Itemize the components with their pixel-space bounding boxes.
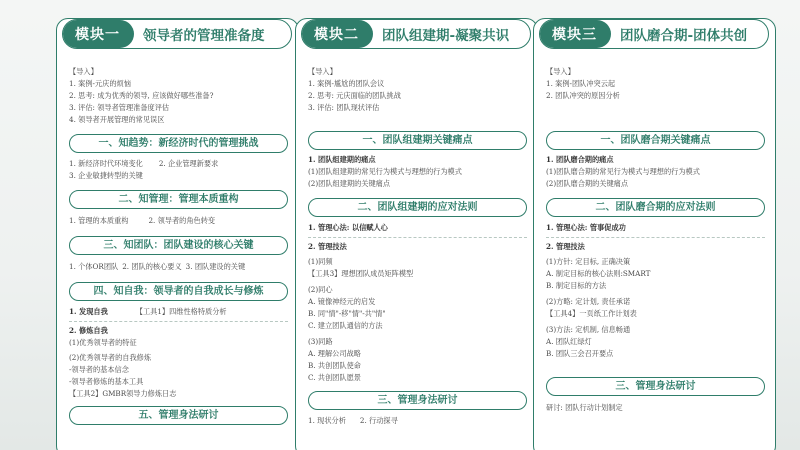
section-heading: 四、知自我：领导者的自我成长与修炼 (69, 282, 288, 301)
module-banner (301, 19, 531, 49)
list-item: A. 理解公司战略 (308, 349, 361, 358)
intro-item: 4. 领导者开展管理的常见误区 (69, 115, 165, 124)
section-heading: 三、知团队：团队建设的核心关键 (69, 236, 288, 255)
section-heading: 二、团队磨合期的应对法则 (546, 198, 765, 217)
list-item: -领导者的基本信念 (69, 365, 129, 374)
list-item: 2. 管理技法 (308, 242, 347, 251)
list-item: (3)同路 (308, 337, 333, 346)
list-item: 【工具1】四维性格特质分析 (135, 307, 227, 316)
intro-item: 1. 案例-团队冲突云起 (546, 79, 616, 88)
list-item: 2. 行动探寻 (359, 416, 398, 425)
section-heading: 二、知管理：管理本质重构 (69, 190, 288, 209)
intro-item: 2. 思考: 成为优秀的领导, 应该做好哪些准备? (69, 91, 214, 100)
list-item: 3. 团队建设的关键 (185, 262, 246, 271)
list-item: 2. 领导者的角色转变 (148, 216, 216, 225)
list-item: 2. 修炼自我 (69, 326, 108, 335)
module-card-2 (295, 18, 538, 450)
intro-label: 【导入】 (546, 67, 575, 76)
module-tag: 模块三 (540, 20, 611, 48)
list-item: C. 共创团队愿景 (308, 373, 361, 382)
section-heading: 五、管理身法研讨 (69, 406, 288, 425)
module-tag: 模块一 (63, 20, 134, 48)
section-heading: 一、知趋势：新经济时代的管理挑战 (69, 134, 288, 153)
list-item: 1. 团队组建期的痛点 (308, 155, 376, 164)
section-heading: 三、管理身法研讨 (308, 391, 527, 410)
list-item: (1)优秀领导者的特征 (69, 338, 137, 347)
list-item: (1)方针: 定目标, 正确决策 (546, 257, 631, 266)
list-item: -领导者修炼的基本工具 (69, 377, 144, 386)
list-item: B. 团队三会召开要点 (546, 349, 614, 358)
divider (546, 237, 765, 238)
intro-label: 【导入】 (308, 67, 337, 76)
intro-item: 1. 案例-尴尬的团队会议 (308, 79, 385, 88)
list-item: 1. 管理心法: 管事促成功 (546, 223, 626, 232)
list-item: 【工具3】理想团队成员矩阵模型 (308, 269, 414, 278)
list-item: (2)团队组建期的关键痛点 (308, 179, 391, 188)
section-heading: 一、团队组建期关键痛点 (308, 131, 527, 150)
module-card-3 (533, 18, 776, 450)
module-tag: 模块二 (302, 20, 373, 48)
list-item: A. 团队红绿灯 (546, 337, 592, 346)
list-item: 1. 现状分析 (308, 416, 346, 425)
list-item: 1. 团队磨合期的痛点 (546, 155, 614, 164)
list-item: B. 制定目标的方法 (546, 281, 607, 290)
section-heading: 二、团队组建期的应对法则 (308, 198, 527, 217)
module-banner (62, 19, 292, 49)
list-item: 研讨: 团队行动计划制定 (546, 403, 623, 412)
module-title: 团队磨合期-团体共创 (620, 28, 748, 44)
list-item: 【工具4】一页纸工作计划表 (546, 309, 637, 318)
list-item: B. 同"情"-移"情"-共"情" (308, 309, 386, 318)
list-item: (2)团队磨合期的关键痛点 (546, 179, 629, 188)
intro-item: 2. 团队冲突的原因分析 (546, 91, 620, 100)
list-item: B. 共创团队使命 (308, 361, 361, 370)
list-item: 1. 发现自我 (69, 307, 108, 316)
list-item: 1. 管理心法: 以信赋人心 (308, 223, 388, 232)
list-item: 2. 团队的核心要义 (122, 262, 182, 271)
divider (69, 321, 288, 322)
intro-item: 3. 评估: 团队现状评估 (308, 103, 380, 112)
divider (308, 237, 527, 238)
list-item: (2)同心 (308, 285, 333, 294)
list-item: 1. 管理的本质重构 (69, 216, 129, 225)
intro-item: 3. 评估: 领导者管理准备度评估 (69, 103, 170, 112)
list-item: A. 制定目标的核心法则:SMART (546, 269, 651, 278)
list-item: 1. 新经济时代环境变化 (69, 159, 143, 168)
list-item: 2. 企业管理新要求 (158, 159, 219, 168)
list-item: (2)优秀领导者的自我修炼 (69, 353, 152, 362)
intro-label: 【导入】 (69, 67, 98, 76)
list-item: (1)同频 (308, 257, 333, 266)
intro-item: 2. 思考: 元庆面临的团队挑战 (308, 91, 401, 100)
list-item: 1. 个体OR团队 (69, 262, 119, 271)
module-banner (539, 19, 769, 49)
list-item: C. 建立团队通信的方法 (308, 321, 383, 330)
section-heading: 三、管理身法研讨 (546, 377, 765, 396)
list-item: (1)团队组建期的常见行为模式与理想的行为模式 (308, 167, 462, 176)
module-title: 领导者的管理准备度 (143, 28, 265, 44)
section-heading: 一、团队磨合期关键痛点 (546, 131, 765, 150)
list-item: 2. 管理技法 (546, 242, 585, 251)
module-card-1 (56, 18, 299, 450)
list-item: 【工具2】GMBR领导力修炼日志 (69, 389, 177, 398)
list-item: A. 镜像神经元的启发 (308, 297, 376, 306)
intro-item: 1. 案例-元庆的烦恼 (69, 79, 131, 88)
list-item: (1)团队磨合期的常见行为模式与理想的行为模式 (546, 167, 700, 176)
list-item: 3. 企业敏捷转型的关键 (69, 171, 143, 180)
list-item: (2)方略: 定计划, 责任承诺 (546, 297, 631, 306)
list-item: (3)方法: 定机制, 信息畅通 (546, 325, 631, 334)
module-title: 团队组建期-凝聚共识 (382, 28, 510, 44)
